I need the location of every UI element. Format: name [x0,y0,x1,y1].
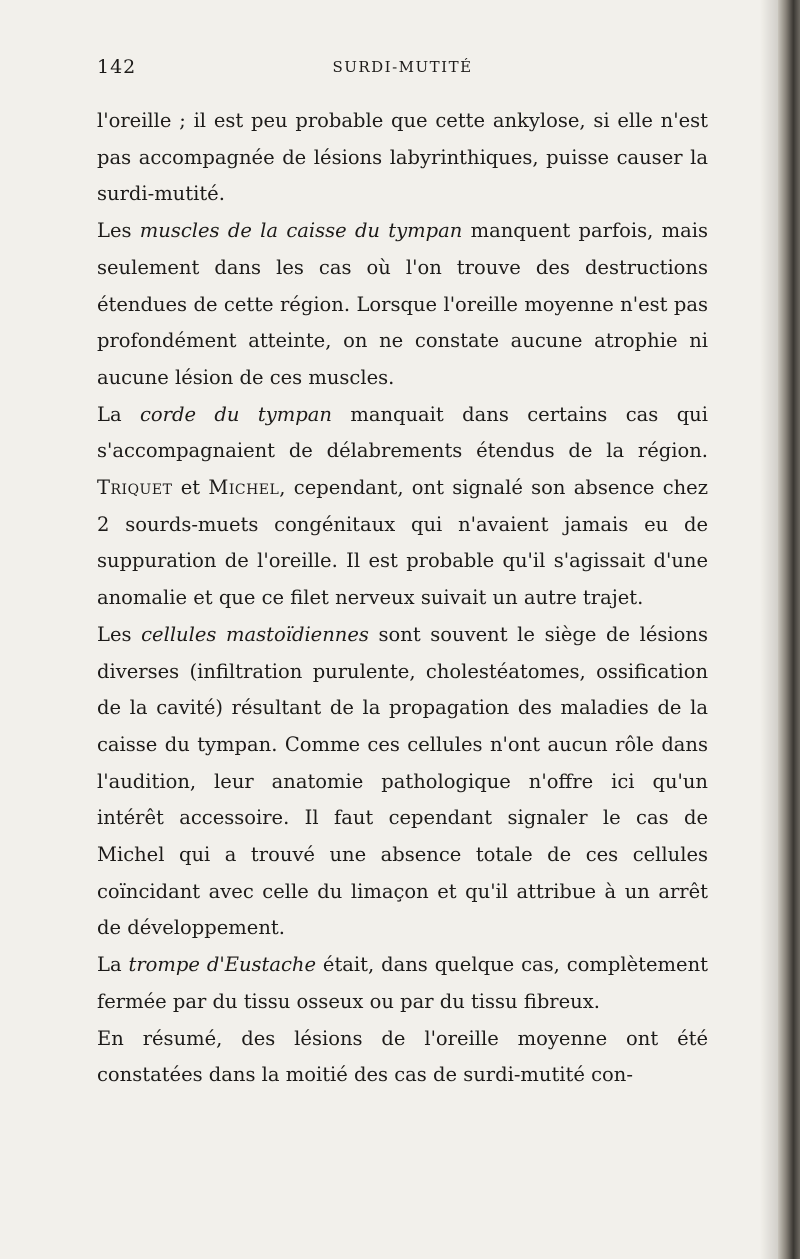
text-run: manquent parfois, mais seulement dans les cas où l'on trouve des destructions étendues de cette région. Lorsque l'oreille moyenne n'est pas profondément atteinte, on ne constate aucune atrophie ni aucune lésion de ces muscles. [97,219,709,389]
text-run: l'oreille ; il est peu probable que cette ankylose, si elle n'est pas accompagnée de lésions labyrinthiques, puisse causer la surdi-mutité. [97,109,708,206]
text-run: La [97,402,140,426]
text-run: Les [97,622,142,646]
body-text [97,103,708,1094]
text-run: Les [97,219,140,243]
italic-term: trompe d'Eustache [128,953,316,977]
paragraph-2 [97,213,708,397]
binding-edge [778,0,800,1259]
italic-term: corde du tympan [140,402,332,426]
page-header [97,56,708,82]
paragraph-1 [97,103,708,213]
paragraph-6 [97,1021,708,1094]
text-run: , cependant, ont signalé son absence chez 2 sourds-muets congénitaux qui n'avaient jamais eu de suppuration de l'oreille. Il est probable qu'il s'agissait d'une anomalie et que ce filet nerveux suivait un autre trajet. [97,476,708,610]
text-run: et [172,476,209,500]
page-number: 142 [97,56,137,78]
author-name: Michel [208,476,280,500]
paragraph-3 [97,397,708,617]
text-run: En résumé, des lésions de l'oreille moyenne ont été constatées dans la moitié des cas de surdi-mutité con- [97,1026,708,1087]
italic-term: cellules mastoïdiennes [141,622,369,646]
text-run: manquait dans certains cas qui s'accompagnaient de délabrements étendus de la région. [97,402,708,463]
text-run: La [97,953,129,977]
binding-shadow [760,0,778,1259]
running-head: SURDI-MUTITÉ [332,58,473,76]
text-run: sont souvent le siège de lésions diverses (infiltration purulente, cholestéatomes, ossification de la cavité) résultant de la propagation des maladies de la caisse du tympan. Comme ces cellules n'ont aucun rôle dans l'audition, leur anatomie pathologique n'offre ici qu'un intérêt accessoire. Il faut cependant signaler le cas de Michel qui a trouvé une absence totale de ces cellules coïncidant avec celle du limaçon et qu'il attribue à un arrêt de développement. [97,622,708,940]
italic-term: muscles de la caisse du tympan [139,219,463,243]
text-run: était, dans quelque cas, complètement fermée par du tissu osseux ou par du tissu fibreux. [97,953,708,1013]
author-name: Triquet [97,476,173,500]
paragraph-4 [97,617,708,947]
paragraph-5 [97,947,708,1020]
